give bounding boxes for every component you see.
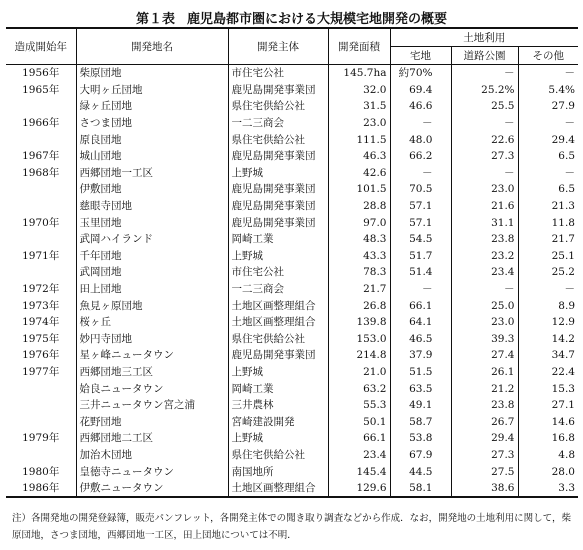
table-title <box>0 8 583 27</box>
cell-developer: 上野城 <box>228 248 328 265</box>
cell-residential: 53.8 <box>390 430 451 447</box>
table-row <box>6 248 578 265</box>
header-developer: 開発主体 <box>228 28 328 65</box>
cell-other: 15.3 <box>518 380 578 397</box>
cell-year: 1986年 <box>6 480 76 498</box>
cell-road-park: 38.6 <box>451 480 518 498</box>
header-name: 開発地名 <box>76 28 228 65</box>
cell-other: 21.3 <box>518 198 578 215</box>
cell-area: 111.5 <box>328 131 390 148</box>
cell-road-park: 21.2 <box>451 380 518 397</box>
cell-developer: 市住宅公社 <box>228 65 328 82</box>
header-land-use: 土地利用 <box>390 28 578 47</box>
cell-name: 桜ヶ丘 <box>76 314 228 331</box>
cell-other: 27.9 <box>518 98 578 115</box>
table-row <box>6 447 578 464</box>
cell-name: 緑ヶ丘団地 <box>76 98 228 115</box>
cell-road-park: 23.8 <box>451 397 518 414</box>
table-row <box>6 198 578 215</box>
cell-area: 28.8 <box>328 198 390 215</box>
cell-year: 1977年 <box>22 365 60 378</box>
cell-other: 5.4% <box>518 82 578 99</box>
cell-developer: 県住宅供給公社 <box>228 331 328 348</box>
cell-name: 玉里団地 <box>76 214 228 231</box>
cell-developer: 鹿児島開発事業団 <box>228 347 328 364</box>
cell-residential: 54.5 <box>390 231 451 248</box>
table-row <box>6 131 578 148</box>
cell-developer: 一二三商会 <box>228 281 328 298</box>
cell-residential: 49.1 <box>390 397 451 414</box>
cell-name: 千年団地 <box>76 248 228 265</box>
cell-residential: 51.7 <box>390 248 451 265</box>
cell-residential: 58.7 <box>390 413 451 430</box>
cell-other: 6.5 <box>518 148 578 165</box>
cell-other: 29.4 <box>518 131 578 148</box>
cell-other: 6.5 <box>518 181 578 198</box>
cell-year: 1973年 <box>22 299 60 312</box>
cell-name: 慈眼寺団地 <box>76 198 228 215</box>
table-row <box>6 115 578 132</box>
cell-area: 46.3 <box>328 148 390 165</box>
cell-year: 1976年 <box>22 349 60 362</box>
table-row <box>6 148 578 165</box>
cell-road-park: 27.5 <box>451 463 518 480</box>
cell-residential: 57.1 <box>390 214 451 231</box>
cell-area: 214.8 <box>328 347 390 364</box>
cell-area: 97.0 <box>328 214 390 231</box>
cell-residential: 44.5 <box>390 463 451 480</box>
table-row <box>6 314 578 331</box>
cell-other: 25.1 <box>518 248 578 265</box>
cell-year: 1972年 <box>22 283 60 296</box>
cell-road-park: 23.0 <box>451 314 518 331</box>
table-caption: 鹿児島都市圏における大規模宅地開発の概要 <box>187 12 448 27</box>
cell-road-park: 27.3 <box>451 447 518 464</box>
cell-residential: 66.2 <box>390 148 451 165</box>
cell-name: 柴原団地 <box>76 65 228 82</box>
cell-area: 43.3 <box>328 248 390 265</box>
cell-road-park: 29.4 <box>451 430 518 447</box>
cell-residential: 37.9 <box>390 347 451 364</box>
cell-year: 1967年 <box>22 150 60 163</box>
cell-residential: 69.4 <box>390 82 451 99</box>
table-row <box>6 463 578 480</box>
cell-area: 48.3 <box>328 231 390 248</box>
cell-name: さつま団地 <box>76 115 228 132</box>
cell-area: 139.8 <box>328 314 390 331</box>
cell-year: 1974年 <box>22 316 60 329</box>
cell-year <box>6 181 76 198</box>
cell-road-park: － <box>451 115 518 132</box>
cell-road-park: 22.6 <box>451 131 518 148</box>
cell-year: 1966年 <box>22 117 60 130</box>
cell-name: 花野団地 <box>76 413 228 430</box>
development-table <box>6 27 578 498</box>
cell-road-park: 26.7 <box>451 413 518 430</box>
cell-area: 153.0 <box>328 331 390 348</box>
table-row <box>6 264 578 281</box>
cell-name: 魚見ヶ原団地 <box>76 297 228 314</box>
cell-developer: 上野城 <box>228 364 328 381</box>
cell-other: 25.2 <box>518 264 578 281</box>
table-row <box>6 82 578 99</box>
cell-name: 伊敷団地 <box>76 181 228 198</box>
cell-year: 1968年 <box>22 166 60 179</box>
cell-other: 8.9 <box>518 297 578 314</box>
cell-residential: 70.5 <box>390 181 451 198</box>
cell-area: 101.5 <box>328 181 390 198</box>
cell-year: 1980年 <box>22 465 60 478</box>
table-row <box>6 430 578 447</box>
cell-road-park: 26.1 <box>451 364 518 381</box>
cell-area: 42.6 <box>328 165 390 182</box>
table-row <box>6 231 578 248</box>
cell-year <box>6 198 76 215</box>
cell-area: 78.3 <box>328 264 390 281</box>
cell-other: 21.7 <box>518 231 578 248</box>
cell-year <box>6 380 76 397</box>
cell-developer: 土地区画整理組合 <box>228 297 328 314</box>
cell-name: 伊敷ニュータウン <box>76 480 228 498</box>
cell-name: 西郷団地二工区 <box>76 430 228 447</box>
cell-name: 城山団地 <box>76 148 228 165</box>
header-road-park: 道路公園 <box>451 47 518 65</box>
cell-year: 1971年 <box>22 249 60 262</box>
cell-area: 31.5 <box>328 98 390 115</box>
cell-road-park: 23.4 <box>451 264 518 281</box>
cell-developer: 市住宅公社 <box>228 264 328 281</box>
cell-developer: 県住宅供給公社 <box>228 131 328 148</box>
cell-name: 田上団地 <box>76 281 228 298</box>
cell-residential: 57.1 <box>390 198 451 215</box>
cell-other: － <box>518 165 578 182</box>
cell-name: 星ヶ峰ニュータウン <box>76 347 228 364</box>
header-residential: 宅地 <box>390 47 451 65</box>
table-row <box>6 347 578 364</box>
cell-developer: 鹿児島開発事業団 <box>228 198 328 215</box>
cell-name: 加治木団地 <box>76 447 228 464</box>
cell-developer: 岡崎工業 <box>228 380 328 397</box>
header-year: 造成開始年 <box>6 28 76 65</box>
cell-residential: 48.0 <box>390 131 451 148</box>
cell-other: － <box>518 65 578 82</box>
cell-developer: 宮崎建設開発 <box>228 413 328 430</box>
cell-other: 22.4 <box>518 364 578 381</box>
cell-developer: 三井農林 <box>228 397 328 414</box>
cell-area: 32.0 <box>328 82 390 99</box>
cell-name: 皇徳寺ニュータウン <box>76 463 228 480</box>
cell-area: 145.7ha <box>328 65 390 82</box>
table-row <box>6 165 578 182</box>
cell-year <box>6 397 76 414</box>
cell-developer: 県住宅供給公社 <box>228 447 328 464</box>
cell-year: 1975年 <box>22 332 60 345</box>
cell-developer: 土地区画整理組合 <box>228 480 328 498</box>
cell-area: 55.3 <box>328 397 390 414</box>
cell-year: 1965年 <box>22 83 60 96</box>
table-row <box>6 380 578 397</box>
cell-other: 28.0 <box>518 463 578 480</box>
cell-year <box>6 413 76 430</box>
cell-developer: 鹿児島開発事業団 <box>228 148 328 165</box>
cell-residential: 約70% <box>390 65 451 82</box>
cell-road-park: 27.4 <box>451 347 518 364</box>
cell-other: 27.1 <box>518 397 578 414</box>
cell-residential: 58.1 <box>390 480 451 498</box>
cell-area: 145.4 <box>328 463 390 480</box>
cell-developer: 鹿児島開発事業団 <box>228 181 328 198</box>
cell-year <box>6 447 76 464</box>
table-row <box>6 181 578 198</box>
cell-area: 26.8 <box>328 297 390 314</box>
cell-other: 12.9 <box>518 314 578 331</box>
cell-residential: 64.1 <box>390 314 451 331</box>
cell-area: 21.7 <box>328 281 390 298</box>
cell-year: 1956年 <box>22 67 60 80</box>
cell-other: － <box>518 115 578 132</box>
cell-area: 50.1 <box>328 413 390 430</box>
cell-name: 三井ニュータウン宮之浦 <box>76 397 228 414</box>
cell-residential: 51.4 <box>390 264 451 281</box>
cell-developer: 上野城 <box>228 165 328 182</box>
cell-year <box>6 231 76 248</box>
cell-name: 西郷団地三工区 <box>76 364 228 381</box>
table-row <box>6 364 578 381</box>
cell-residential: 63.5 <box>390 380 451 397</box>
cell-residential: 66.1 <box>390 297 451 314</box>
cell-year <box>6 264 76 281</box>
cell-name: 原良団地 <box>76 131 228 148</box>
cell-residential: 46.5 <box>390 331 451 348</box>
table-row <box>6 413 578 430</box>
cell-name: 大明ヶ丘団地 <box>76 82 228 99</box>
table-number: 第１表 <box>135 12 175 27</box>
header-area: 開発面積 <box>328 28 390 65</box>
cell-developer: 一二三商会 <box>228 115 328 132</box>
cell-road-park: 27.3 <box>451 148 518 165</box>
cell-developer: 鹿児島開発事業団 <box>228 214 328 231</box>
cell-road-park: 21.6 <box>451 198 518 215</box>
cell-residential: － <box>390 281 451 298</box>
cell-area: 21.0 <box>328 364 390 381</box>
cell-developer: 県住宅供給公社 <box>228 98 328 115</box>
cell-area: 129.6 <box>328 480 390 498</box>
cell-area: 63.2 <box>328 380 390 397</box>
cell-year: 1979年 <box>22 432 60 445</box>
cell-other: 4.8 <box>518 447 578 464</box>
table-row <box>6 480 578 498</box>
cell-name: 妙円寺団地 <box>76 331 228 348</box>
cell-residential: － <box>390 165 451 182</box>
cell-developer: 岡崎工業 <box>228 231 328 248</box>
cell-road-park: 31.1 <box>451 214 518 231</box>
cell-year <box>6 98 76 115</box>
cell-other: 3.3 <box>518 480 578 498</box>
cell-other: 34.7 <box>518 347 578 364</box>
cell-year: 1970年 <box>22 216 60 229</box>
cell-name: 西郷団地一工区 <box>76 165 228 182</box>
cell-road-park: 25.5 <box>451 98 518 115</box>
table-body <box>6 65 578 498</box>
cell-road-park: 25.0 <box>451 297 518 314</box>
cell-road-park: 23.2 <box>451 248 518 265</box>
cell-road-park: － <box>451 281 518 298</box>
cell-road-park: 23.8 <box>451 231 518 248</box>
cell-road-park: 25.2% <box>451 82 518 99</box>
cell-name: 武岡団地 <box>76 264 228 281</box>
cell-year <box>6 131 76 148</box>
table-row <box>6 65 578 82</box>
table-row <box>6 98 578 115</box>
cell-road-park: 39.3 <box>451 331 518 348</box>
cell-other: 16.8 <box>518 430 578 447</box>
cell-other: － <box>518 281 578 298</box>
table-row <box>6 297 578 314</box>
cell-developer: 土地区画整理組合 <box>228 314 328 331</box>
cell-developer: 南国地所 <box>228 463 328 480</box>
footnote: 注）各開発地の開発登録簿，販売パンフレット，各開発主体での聞き取り調査などから作成．なお，開発地の土地利用に関して，柴原団地，さつま団地，西郷団地一工区，田上団地については不明． <box>12 513 571 541</box>
cell-road-park: － <box>451 65 518 82</box>
cell-area: 23.4 <box>328 447 390 464</box>
table-row <box>6 331 578 348</box>
cell-name: 武岡ハイランド <box>76 231 228 248</box>
cell-residential: － <box>390 115 451 132</box>
header-other: その他 <box>518 47 578 65</box>
cell-residential: 51.5 <box>390 364 451 381</box>
table-row <box>6 214 578 231</box>
table-row <box>6 281 578 298</box>
table-row <box>6 397 578 414</box>
cell-road-park: 23.0 <box>451 181 518 198</box>
cell-area: 23.0 <box>328 115 390 132</box>
cell-developer: 上野城 <box>228 430 328 447</box>
cell-residential: 67.9 <box>390 447 451 464</box>
cell-developer: 鹿児島開発事業団 <box>228 82 328 99</box>
cell-other: 14.6 <box>518 413 578 430</box>
cell-other: 14.2 <box>518 331 578 348</box>
cell-area: 66.1 <box>328 430 390 447</box>
cell-residential: 46.6 <box>390 98 451 115</box>
cell-name: 姶良ニュータウン <box>76 380 228 397</box>
cell-road-park: － <box>451 165 518 182</box>
cell-other: 11.8 <box>518 214 578 231</box>
